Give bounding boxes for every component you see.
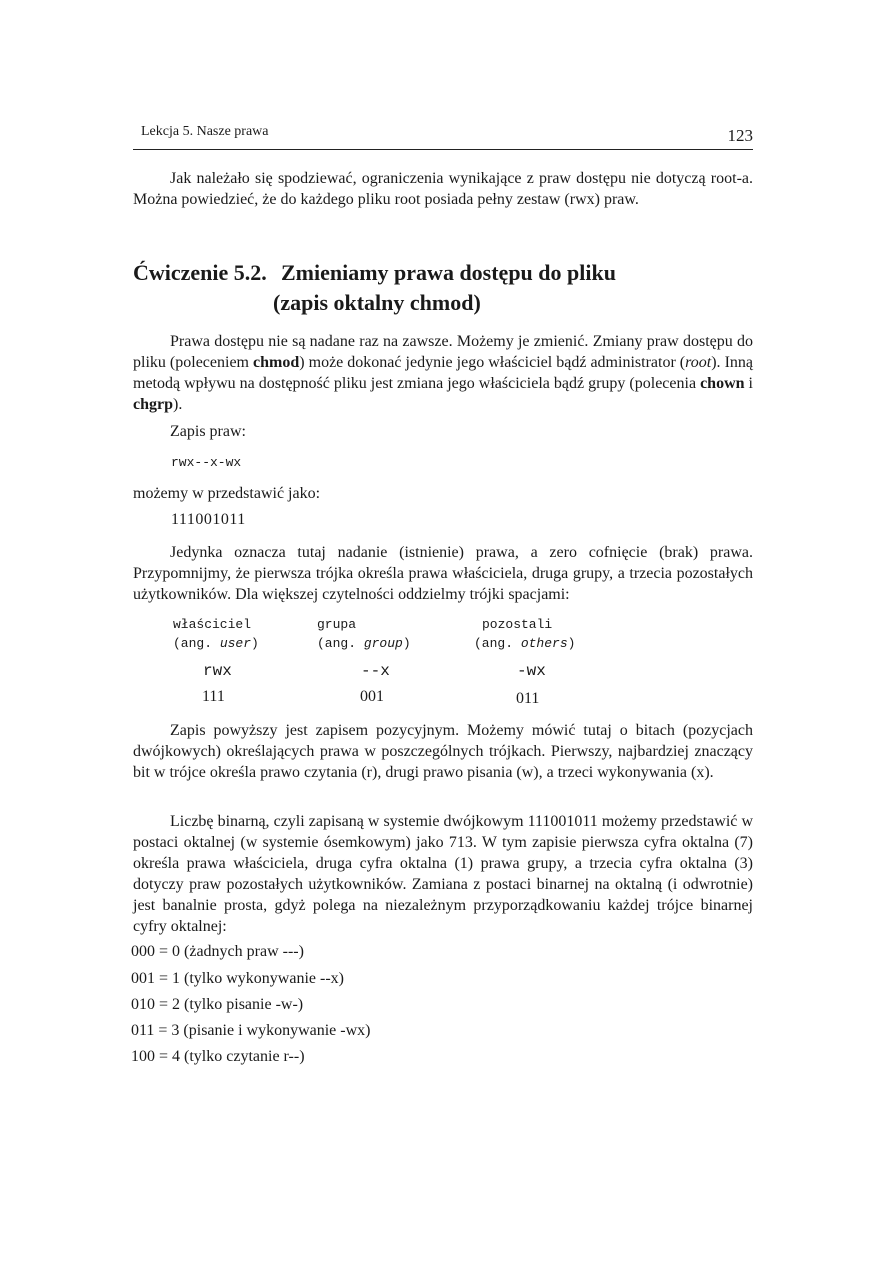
- p1-text-b: ) może dokonać jedynie jego właściciel bądź administrator (: [299, 354, 686, 371]
- intro-paragraph: [133, 168, 753, 210]
- p3-text: Zapis powyższy jest zapisem pozycyjnym. Możemy mówić tutaj o bitach (pozycjach dwójkowych) określających prawa w poszczególnych trójkach. Pierwszy, najbardziej znaczący bit w trójce określa prawo czytania (r), drugi prawo pisania (w), a trzeci wykonywania (x).: [133, 722, 753, 781]
- zapis-text: Zapis praw:: [170, 423, 246, 440]
- triple-group-binary: 001: [360, 688, 384, 705]
- header-rule: [133, 149, 753, 150]
- triple-group-symbolic: --x: [361, 662, 390, 680]
- intro-text: Jak należało się spodziewać, ograniczenia wynikające z praw dostępu nie dotyczą root-a. Można powiedzieć, że do każdego pliku root posiada pełny zestaw (rwx) praw.: [133, 170, 753, 208]
- ang-word: group: [363, 636, 403, 651]
- triple-ang: [474, 634, 674, 653]
- exercise-title-line1: Zmieniamy prawa dostępu do pliku: [281, 260, 616, 285]
- cmd-chgrp: chgrp: [133, 396, 173, 413]
- paragraph-zapis: [170, 421, 470, 442]
- triple-others: [474, 615, 674, 653]
- paragraph-octal: [133, 811, 753, 937]
- cmd-chmod: chmod: [253, 354, 300, 371]
- triple-others-binary: 011: [516, 690, 540, 707]
- cmd-chown: chown: [700, 375, 745, 392]
- rights-binary: 111001011: [171, 511, 246, 528]
- page-number: 123: [727, 126, 753, 145]
- ang-prefix: (ang.: [474, 636, 521, 651]
- mapping-item: 100 = 4 (tylko czytanie r--): [131, 1048, 305, 1065]
- triple-name: grupa: [317, 617, 357, 632]
- ang-suffix: ): [567, 636, 576, 651]
- paragraph-jako: [133, 483, 753, 504]
- ang-word: others: [520, 636, 568, 651]
- ang-prefix: (ang.: [317, 636, 364, 651]
- running-title: Lekcja 5. Nasze prawa: [141, 124, 269, 139]
- p4-text: Liczbę binarną, czyli zapisaną w systemie dwójkowym 111001011 możemy przedstawić w postaci oktalnej (w systemie ósemkowym) jako 713. W tym zapisie pierwsza cyfra oktalna (7) określa prawa właściciela, druga cyfra oktalna (1) prawa grupy, a trzecia cyfra oktalna (3) dotyczy praw pozostałych użytkowników. Zamiana z postaci binarnej na oktalną (i odwrotnie) jest banalnie prosta, gdyż polega na niezależnym przyporządkowaniu każdej trójce binarnej cyfry oktalnej:: [133, 813, 753, 935]
- exercise-heading: [133, 258, 753, 318]
- paragraph-permissions-change: [133, 331, 753, 415]
- ang-suffix: ): [402, 636, 411, 651]
- mapping-item: 010 = 2 (tylko pisanie -w-): [131, 996, 304, 1013]
- mapping-item: 000 = 0 (żadnych praw ---): [131, 943, 304, 960]
- paragraph-positional: [133, 720, 753, 783]
- triple-owner-binary: 111: [202, 688, 225, 705]
- running-header: [133, 122, 753, 150]
- triple-others-symbolic: -wx: [517, 662, 546, 680]
- rights-symbolic: rwx--x-wx: [171, 455, 242, 470]
- paragraph-explanation: [133, 542, 753, 605]
- exercise-number: Ćwiczenie 5.2.: [133, 260, 267, 285]
- p1-text-c: ). Inną metodą wpływu na dostępność pliku jest zmiana jego właściciela bądź grupy (polecenia: [133, 354, 754, 392]
- mapping-item: 001 = 1 (tylko wykonywanie --x): [131, 970, 344, 987]
- triple-name: pozostali: [482, 617, 553, 632]
- triple-owner-symbolic: rwx: [203, 662, 232, 680]
- exercise-title-line2: (zapis oktalny chmod): [273, 290, 481, 315]
- root-term: root: [685, 354, 712, 371]
- ang-prefix: (ang.: [173, 636, 220, 651]
- ang-word: user: [219, 636, 252, 651]
- p1-text-a: Prawa dostępu nie są nadane raz na zawsze. Możemy je zmienić. Zmiany praw dostępu do pliku (poleceniem: [133, 333, 753, 371]
- mapping-item: 011 = 3 (pisanie i wykonywanie -wx): [131, 1022, 371, 1039]
- ang-suffix: ): [251, 636, 259, 651]
- p2-text: Jedynka oznacza tutaj nadanie (istnienie) prawa, a zero cofnięcie (brak) prawa. Przypomnijmy, że pierwsza trójka określa prawa właściciela, druga grupy, a trzecia pozostałych użytkowników. Dla większej czytelności oddzielmy trójki spacjami:: [133, 544, 753, 603]
- p1-text-e: ).: [173, 396, 183, 413]
- p1-text-d: i: [744, 375, 753, 392]
- triple-name: właściciel: [173, 617, 252, 632]
- jako-text: możemy w przedstawić jako:: [133, 485, 321, 502]
